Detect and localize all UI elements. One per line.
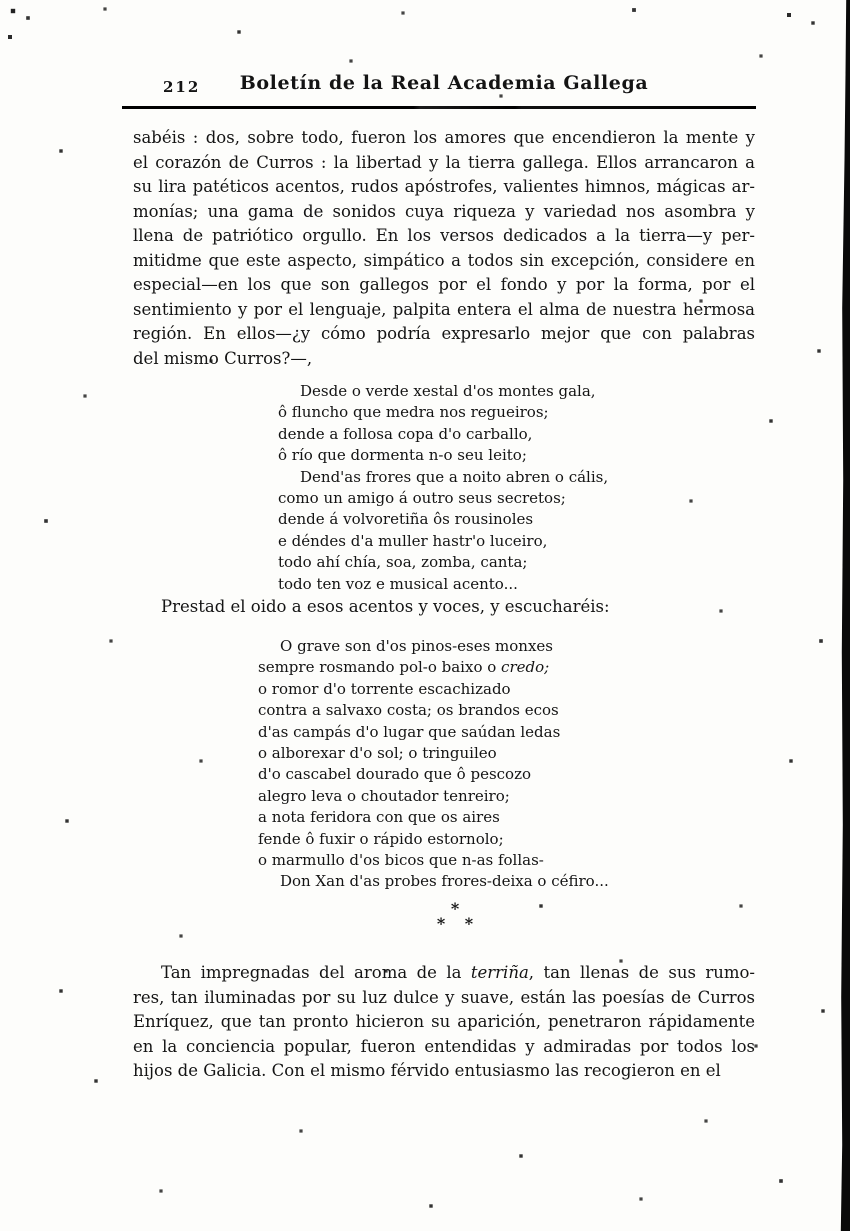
text-segment: sentimiento y por el lenguaje, palpita entera el alma de nuestra hermosa xyxy=(133,299,755,319)
text-segment: , tan llenas de sus rumo- xyxy=(528,963,755,982)
text-segment: o alborexar d'o sol; o tringuileo xyxy=(258,744,497,763)
text-segment: mitidme que este aspecto, simpático a todos sin excepción, considere en xyxy=(133,250,755,270)
verse-line xyxy=(278,509,708,530)
text-segment: alegro leva o choutador tenreiro; xyxy=(258,786,510,805)
prose-line xyxy=(133,175,755,200)
prose-line xyxy=(133,1059,755,1084)
verse-line xyxy=(258,657,708,678)
verse-line xyxy=(278,445,708,466)
text-segment: región. En ellos—¿y cómo podría expresarlo mejor que con palabras xyxy=(133,324,755,343)
text-segment: d'as campás d'o lugar que saúdan ledas xyxy=(258,722,561,741)
text-segment: Desde o verde xestal d'os montes gala, xyxy=(300,382,596,400)
scan-noise xyxy=(0,0,2,2)
text-segment: o romor d'o torrente escachizado xyxy=(258,679,511,698)
verse-line xyxy=(278,531,708,552)
text-segment: dende á volvoretiña ôs rousinoles xyxy=(278,510,534,529)
page-number: 212 xyxy=(163,78,201,96)
text-segment: sabéis : dos, sobre todo, fueron los amores que encendieron la mente y xyxy=(133,128,755,147)
asterisk-bottom: * * xyxy=(436,914,481,933)
text-segment: o marmullo d'os bicos que n-as follas- xyxy=(258,851,544,870)
verse-line xyxy=(278,467,708,488)
verse-line xyxy=(278,381,708,402)
prose-line xyxy=(133,126,755,151)
paragraph-intro xyxy=(133,126,755,371)
verse-line xyxy=(278,488,708,509)
poem-second-stanza xyxy=(258,636,708,893)
verse-line xyxy=(258,636,708,657)
text-segment: todo ten voz e musical acento... xyxy=(278,574,518,593)
text-segment: Enríquez, que tan pronto hicieron su aparición, penetraron rápidamente xyxy=(133,1012,755,1031)
text-segment: O grave son d'os pinos-eses monxes xyxy=(280,637,554,655)
prose-line xyxy=(133,322,755,347)
verse-line xyxy=(278,574,708,595)
verse-line xyxy=(258,786,708,807)
text-segment: su lira patéticos acentos, rudos apóstrofes, valientes himnos, mágicas ar- xyxy=(133,177,755,196)
asterisk-top: * xyxy=(450,899,460,918)
asterisk-divider xyxy=(133,901,777,931)
prose-line xyxy=(133,595,755,620)
italic-text: credo; xyxy=(501,658,550,677)
verse-line xyxy=(258,700,708,721)
text-segment: llena de patriótico orgullo. En los versos dedicados a la tierra—y per- xyxy=(133,226,755,245)
verse-line xyxy=(258,850,708,871)
text-segment: monías; una gama de sonidos cuya riqueza y variedad nos asombra y xyxy=(133,201,755,221)
verse-line xyxy=(258,743,708,764)
prose-line xyxy=(133,200,755,225)
text-segment: sempre rosmando pol-o baixo o xyxy=(258,658,502,677)
prose-line xyxy=(133,986,755,1011)
text-segment: el corazón de Curros : la libertad y la tierra gallega. Ellos arrancaron a xyxy=(133,152,755,172)
prose-line xyxy=(133,273,755,298)
scan-edge-artifact xyxy=(840,0,850,1231)
prose-line xyxy=(133,1035,755,1060)
text-segment: Don Xan d'as probes frores-deixa o céfiro... xyxy=(280,872,609,891)
text-segment: ô fluncho que medra nos regueiros; xyxy=(278,403,549,422)
journal-title: Boletín de la Real Academia Gallega xyxy=(239,72,649,94)
text-segment: dende a follosa copa d'o carballo, xyxy=(278,424,533,443)
italic-text: terriña xyxy=(470,963,529,982)
verse-line xyxy=(258,829,708,850)
prose-line xyxy=(133,298,755,323)
prose-line xyxy=(133,151,755,176)
header-rule xyxy=(122,106,756,109)
verse-line xyxy=(258,764,708,785)
prose-line xyxy=(133,1010,755,1035)
verse-line xyxy=(258,722,708,743)
text-segment: e déndes d'a muller hastr'o luceiro, xyxy=(278,531,548,550)
prose-line xyxy=(133,347,755,372)
text-segment: res, tan iluminadas por su luz dulce y suave, están las poesías de Curros xyxy=(133,987,755,1007)
text-segment: a nota feridora con que os aires xyxy=(258,808,500,827)
verse-line xyxy=(258,679,708,700)
prose-line xyxy=(133,961,755,986)
text-segment: d'o cascabel dourado que ô pescozo xyxy=(258,765,532,784)
paragraph-closing xyxy=(133,961,755,1084)
text-segment: Tan impregnadas del aroma de la xyxy=(161,963,471,982)
text-segment: ô río que dormenta n-o seu leito; xyxy=(278,446,527,465)
paragraph-prestad xyxy=(133,595,755,620)
text-segment: hijos de Galicia. Con el mismo férvido entusiasmo las recogieron en el xyxy=(133,1061,721,1080)
verse-line xyxy=(278,552,708,573)
text-segment: Prestad el oido a esos acentos y voces, y escucharéis: xyxy=(161,597,610,616)
text-segment: especial—en los que son gallegos por el fondo y por la forma, por el xyxy=(133,275,755,294)
verse-line xyxy=(258,871,708,892)
text-segment: fende ô fuxir o rápido estornolo; xyxy=(258,829,504,848)
text-segment: Dend'as frores que a noito abren o cális, xyxy=(300,467,609,486)
verse-line xyxy=(278,424,708,445)
page-header xyxy=(133,72,755,102)
text-segment: del mismo Curros?—, xyxy=(133,348,313,368)
text-segment: en la conciencia popular, fueron entendidas y admiradas por todos los xyxy=(133,1036,755,1056)
prose-line xyxy=(133,224,755,249)
text-segment: contra a salvaxo costa; os brandos ecos xyxy=(258,701,559,720)
prose-line xyxy=(133,249,755,274)
verse-line xyxy=(258,807,708,828)
text-segment: como un amigo á outro seus secretos; xyxy=(278,489,566,508)
poem-first-stanza xyxy=(278,381,708,595)
verse-line xyxy=(278,402,708,423)
text-segment: todo ahí chía, soa, zomba, canta; xyxy=(278,553,528,572)
